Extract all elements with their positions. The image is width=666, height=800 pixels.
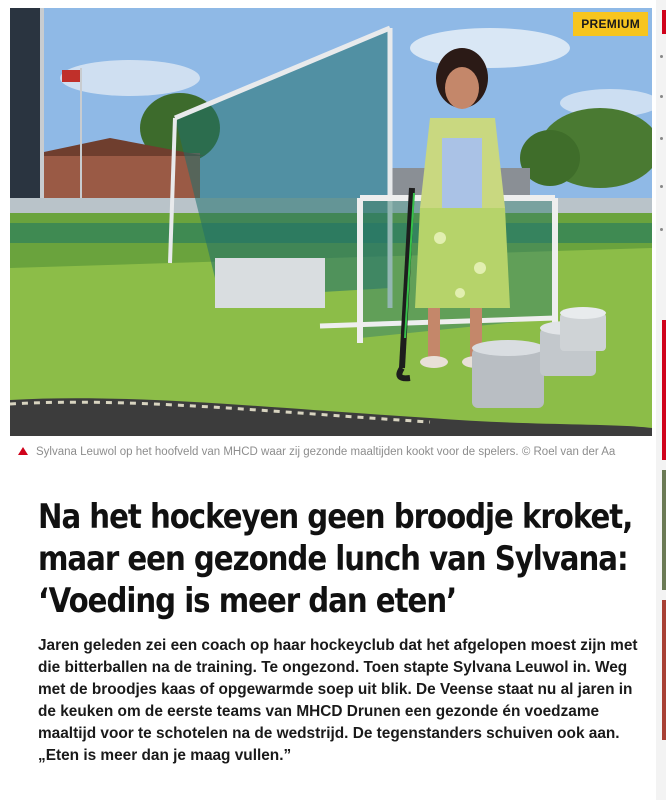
photo-caption (36, 444, 648, 460)
caption-text: Sylvana Leuwol op het hoofveld van MHCD waar zij gezonde maaltijden kookt voor de spelers. © Roel van der Aa (36, 446, 616, 458)
triangle-up-icon (18, 447, 28, 455)
sidebar-bullet (660, 55, 663, 58)
sidebar-accent (662, 10, 666, 34)
sidebar-edge (656, 0, 666, 800)
sidebar-thumbnail[interactable] (662, 470, 666, 590)
premium-badge[interactable]: PREMIUM (573, 12, 648, 36)
sidebar-bullet (660, 95, 663, 98)
article-photo (10, 8, 652, 436)
sidebar-bullet (660, 228, 663, 231)
hockey-field-photo (10, 8, 652, 436)
article-headline: Na het hockeyen geen broodje kroket, maar een gezonde lunch van Sylvana: ‘Voeding is meer dan eten’ (38, 497, 633, 621)
sidebar-thumbnail[interactable] (662, 600, 666, 740)
sidebar-bullet (660, 137, 663, 140)
sidebar-bullet (660, 185, 663, 188)
article-lead: Jaren geleden zei een coach op haar hockeyclub dat het afgelopen moest zijn met die bitterballen na de training. Te ongezond. Toen stapte Sylvana Leuwol in. Weg met de broodjes kaas of opgewarmde soep uit blik. De Veense staat nu al jaren in de keuken om de eerste teams van MHCD Drunen een gezonde én voedzame maaltijd voor te schotelen na de wedstrijd. De tegenstanders schuiven ook aan. „Eten is meer dan je maag vullen.” (38, 637, 638, 764)
sidebar-thumbnail[interactable] (662, 320, 666, 460)
